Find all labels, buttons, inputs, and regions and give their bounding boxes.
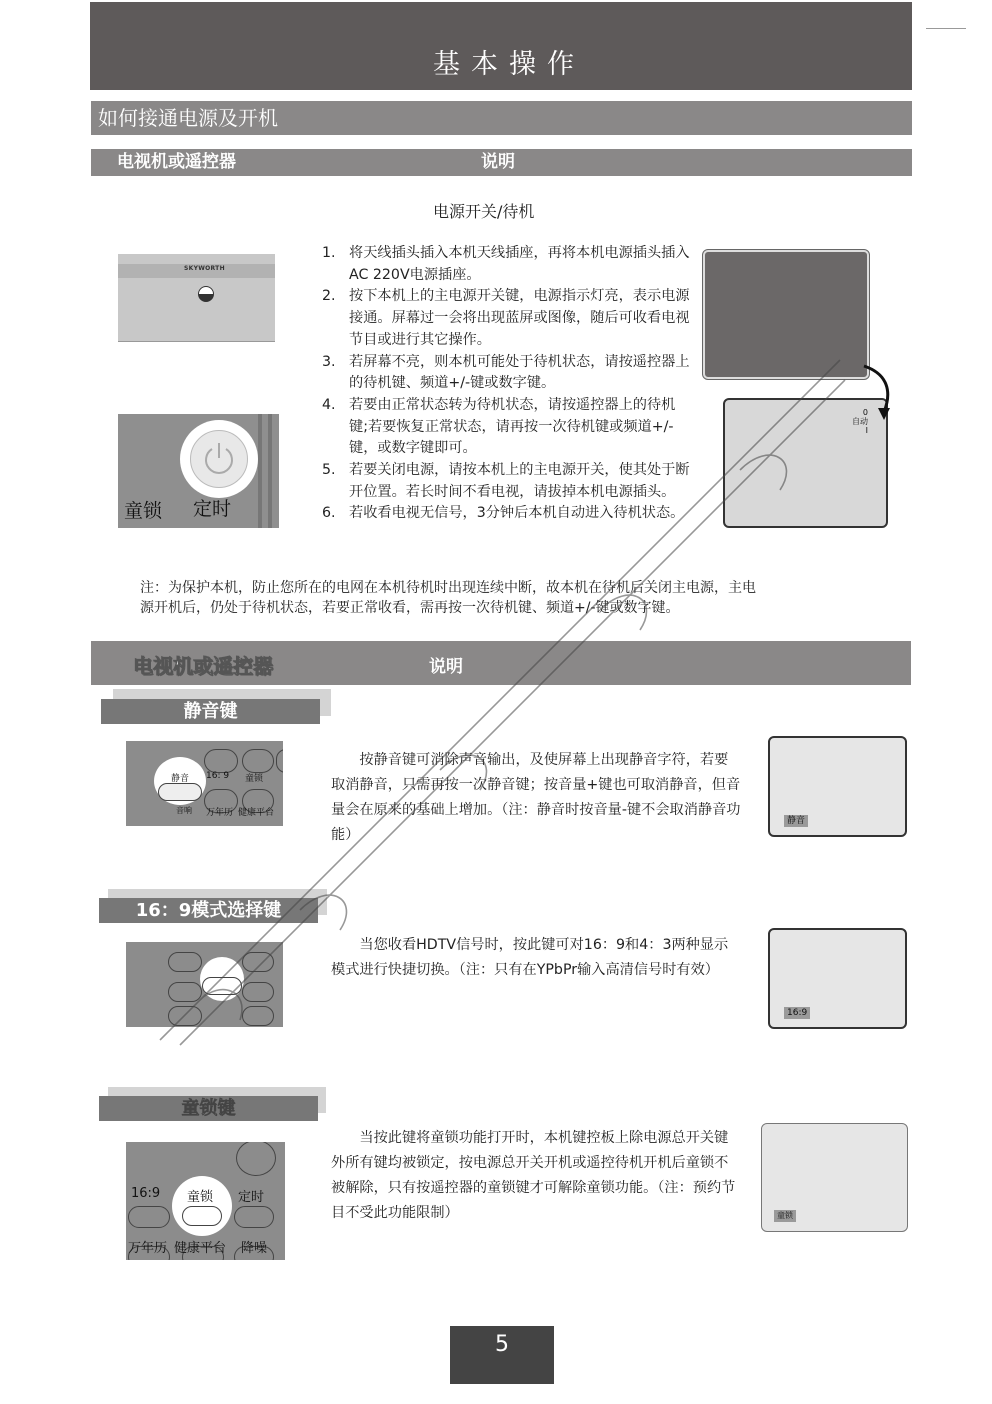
remote-key [242,1006,274,1026]
remote-label-noise: 降噪 [241,1241,268,1256]
section-title-power: 如何接通电源及开机 [91,101,912,135]
remote-label-calendar: 万年历 [128,1241,168,1256]
tv-screen-off [703,250,869,379]
remote-edge [268,414,272,528]
ratio-button [202,977,242,995]
power-note: 注：为保护本机，防止您所在的电网在本机待机时出现连续中断，故本机在待机后关闭主电源，主电 源开机后，仍处于待机状态，若要正常收看，需再按一次待机键、频道+/-键或数字键。 [140,580,756,616]
tv-osd-channel: 0 自动 I [852,408,868,435]
column-header-description-2: 说明 [429,657,463,677]
panel-logo: SKYWORTH [184,265,225,272]
column-header-description: 说明 [481,152,515,172]
ratio-key-tab: 16：9模式选择键 [99,898,318,923]
tv-screen-ratio [768,928,907,1029]
remote-label-sound: 音响 [176,806,192,815]
remote-edge [258,414,262,528]
remote-key [168,952,202,972]
top-rule [926,28,966,29]
tv-screen-mute [768,736,907,837]
lock-button [182,1206,222,1226]
remote-label-timer: 定时 [238,1190,265,1205]
list-item: 4. 若要由正常状态转为待机状态，请按遥控器上的待机键;若要恢复正常状态，请再按一次待机键或频道+/-键，或数字键即可。 [322,396,676,457]
page-number: 5 [450,1326,554,1384]
mute-key-tab: 静音键 [101,699,320,724]
column-header-device-2: 电视机或遥控器 [133,654,273,678]
lock-description: 当按此键将童锁功能打开时，本机键控板上除电源总开关键外所有键均被锁定，按电源总开关开机或遥控待机开机后童锁不被解除，只有按遥控器的童锁键才可解除童锁功能。（注：预约节目不受此功能限制） [331,1130,736,1221]
remote-label-ratio: 16:9 [131,1186,161,1201]
tv-screen-lock [761,1123,908,1232]
page-title: 基本操作 [433,49,585,80]
remote-label-lock: 童锁 [187,1190,214,1205]
power-steps-list [322,243,694,525]
list-item: 1. 将天线插头插入本机天线插座，再将本机电源插头插入AC 220V电源插座。 [322,245,690,283]
list-item: 3. 若屏幕不亮，则本机可能处于待机状态，请按遥控器上的待机键、频道+/-键或数字键。 [322,353,690,392]
remote-key [276,749,283,773]
ratio-description: 当您收看HDTV信号时，按此键可对16：9和4：3两种显示模式进行快捷切换。（注：只有在YPbPr输入高清信号时有效） [331,937,729,978]
list-item: 2. 按下本机上的主电源开关键，电源指示灯亮，表示电源接通。屏幕过一会将出现蓝屏或图像，随后可收看电视节目或进行其它操作。 [322,288,690,348]
remote-key [242,952,274,972]
mute-description: 按静音键可消除声音输出，及使屏幕上出现静音字符，若要取消静音，只需再按一次静音键；按音量+键也可取消静音，但音量会在原来的基础上增加。（注：静音时按音量-键不会取消静音功能） [331,752,741,843]
remote-label-calendar: 万年历 [206,808,234,818]
osd-mute-badge: 静音 [784,815,808,827]
list-item: 5. 若要关闭电源，请按本机上的主电源开关，使其处于断开位置。若长时间不看电视，请拔掉本机电源插头。 [322,462,690,500]
remote-key [204,749,238,773]
osd-ratio-badge: 16:9 [784,1007,810,1019]
remote-label-lock: 童锁 [124,500,163,522]
remote-label-ratio: 16: 9 [206,771,230,781]
remote-label-timer: 定时 [193,498,232,520]
remote-key [168,982,202,1002]
lock-key-tab: 童锁键 [99,1096,318,1121]
osd-lock-badge: 童锁 [774,1210,796,1222]
remote-key [234,1206,274,1228]
power-indicator-icon [198,286,214,302]
remote-key [242,749,274,773]
remote-label-lock: 童锁 [245,774,264,784]
remote-label-mute: 静音 [171,774,190,784]
remote-key [128,1206,170,1228]
remote-key [236,1142,276,1176]
mute-button [158,783,202,801]
remote-label-health: 健康平台 [238,808,275,818]
remote-label-health: 健康平台 [174,1241,227,1256]
power-icon [201,440,237,476]
remote-key [242,982,274,1002]
remote-key [168,1006,202,1026]
column-header-device: 电视机或遥控器 [117,152,236,172]
power-subtitle: 电源开关/待机 [433,202,535,221]
list-item: 6. 若收看电视无信号，3分钟后本机自动进入待机状态。 [322,505,685,522]
